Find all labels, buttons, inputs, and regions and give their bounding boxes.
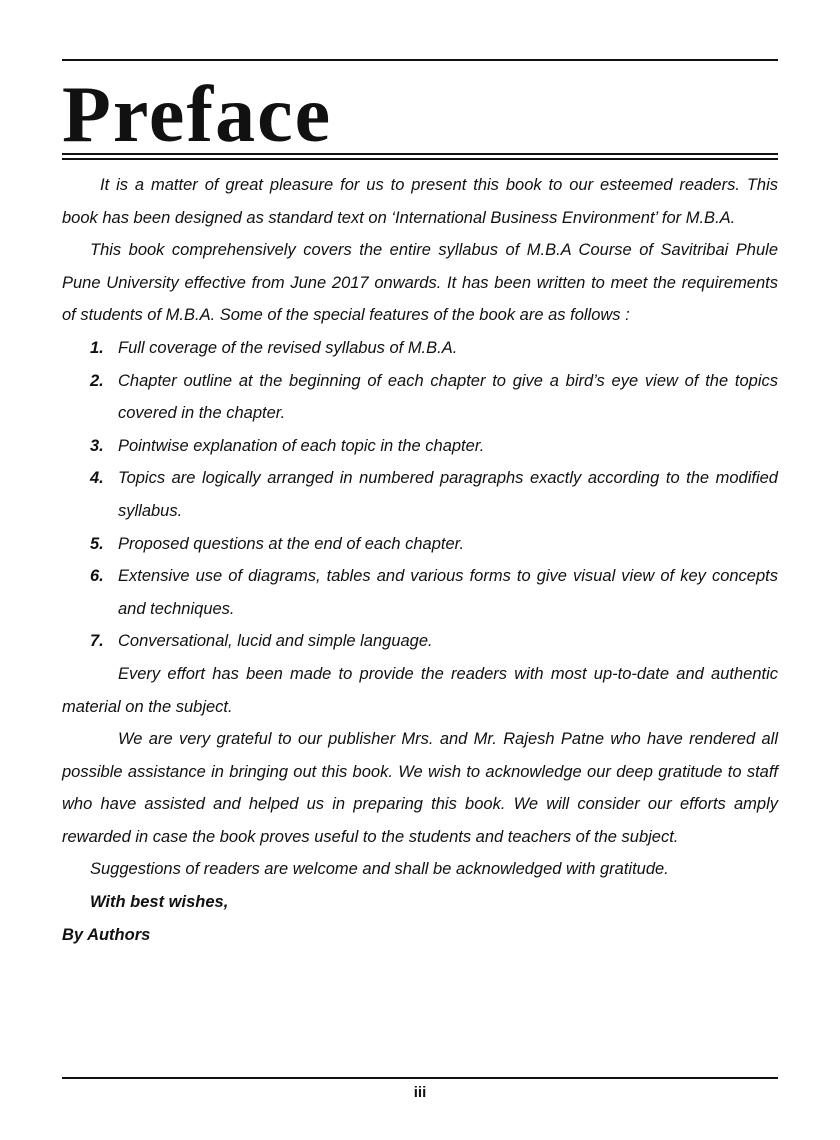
list-item-text: Full coverage of the revised syllabus of M.B.A.: [118, 338, 458, 357]
list-item-text: Topics are logically arranged in numbered paragraphs exactly according to the modified syllabus.: [118, 469, 778, 520]
list-item-number: 5.: [90, 534, 104, 553]
list-item-text: Proposed questions at the end of each chapter.: [118, 534, 465, 553]
list-item: [62, 560, 778, 625]
list-item: [62, 462, 778, 527]
list-item-number: 3.: [90, 436, 104, 455]
title-double-rule: [62, 153, 778, 160]
list-item-text: Pointwise explanation of each topic in the chapter.: [118, 436, 485, 455]
list-item: [62, 365, 778, 430]
features-list: [62, 332, 778, 658]
list-item: [62, 625, 778, 658]
intro-paragraph: It is a matter of great pleasure for us to present this book to our esteemed readers. This book has been designed as standard text on ‘International Business Environment’ for M.B.A.: [62, 176, 778, 227]
list-item-number: 1.: [90, 338, 104, 357]
closing-salutation: With best wishes,: [90, 893, 229, 912]
suggestions-paragraph: Suggestions of readers are welcome and shall be acknowledged with gratitude.: [90, 860, 669, 879]
effort-paragraph: Every effort has been made to provide the readers with most up-to-date and authentic material on the subject.: [62, 664, 778, 716]
list-item: [62, 332, 778, 365]
list-item-text: Extensive use of diagrams, tables and various forms to give visual view of key concepts and techniques.: [118, 567, 778, 618]
preface-body: [62, 169, 778, 951]
document-page: [62, 0, 778, 1140]
list-item: [62, 528, 778, 561]
gratitude-paragraph: We are very grateful to our publisher Mrs. and Mr. Rajesh Patne who have rendered all possible assistance in bringing out this book. We wish to acknowledge our deep gratitude to staff who have assisted and helped us in preparing this book. We will consider our efforts amply rewarded in case the book proves useful to the students and teachers of the subject.: [62, 730, 778, 846]
page-number: iii: [413, 1084, 427, 1101]
list-item-number: 6.: [90, 567, 104, 586]
bottom-rule: [62, 1077, 778, 1079]
list-item-number: 2.: [90, 371, 104, 390]
page-title: Preface: [62, 71, 333, 159]
list-item-number: 4.: [90, 469, 104, 488]
list-item-text: Conversational, lucid and simple language.: [118, 632, 433, 651]
list-item: [62, 430, 778, 463]
list-item-text: Chapter outline at the beginning of each chapter to give a bird’s eye view of the topics covered in the chapter.: [118, 371, 778, 423]
coverage-paragraph: This book comprehensively covers the entire syllabus of M.B.A Course of Savitribai Phule Pune University effective from June 2017 onwards. It has been written to meet the requirements of students of M.B.A. Some of the special features of the book are as follows :: [62, 241, 778, 325]
signature: By Authors: [62, 925, 151, 944]
top-rule: [62, 59, 778, 61]
list-item-number: 7.: [90, 632, 104, 651]
